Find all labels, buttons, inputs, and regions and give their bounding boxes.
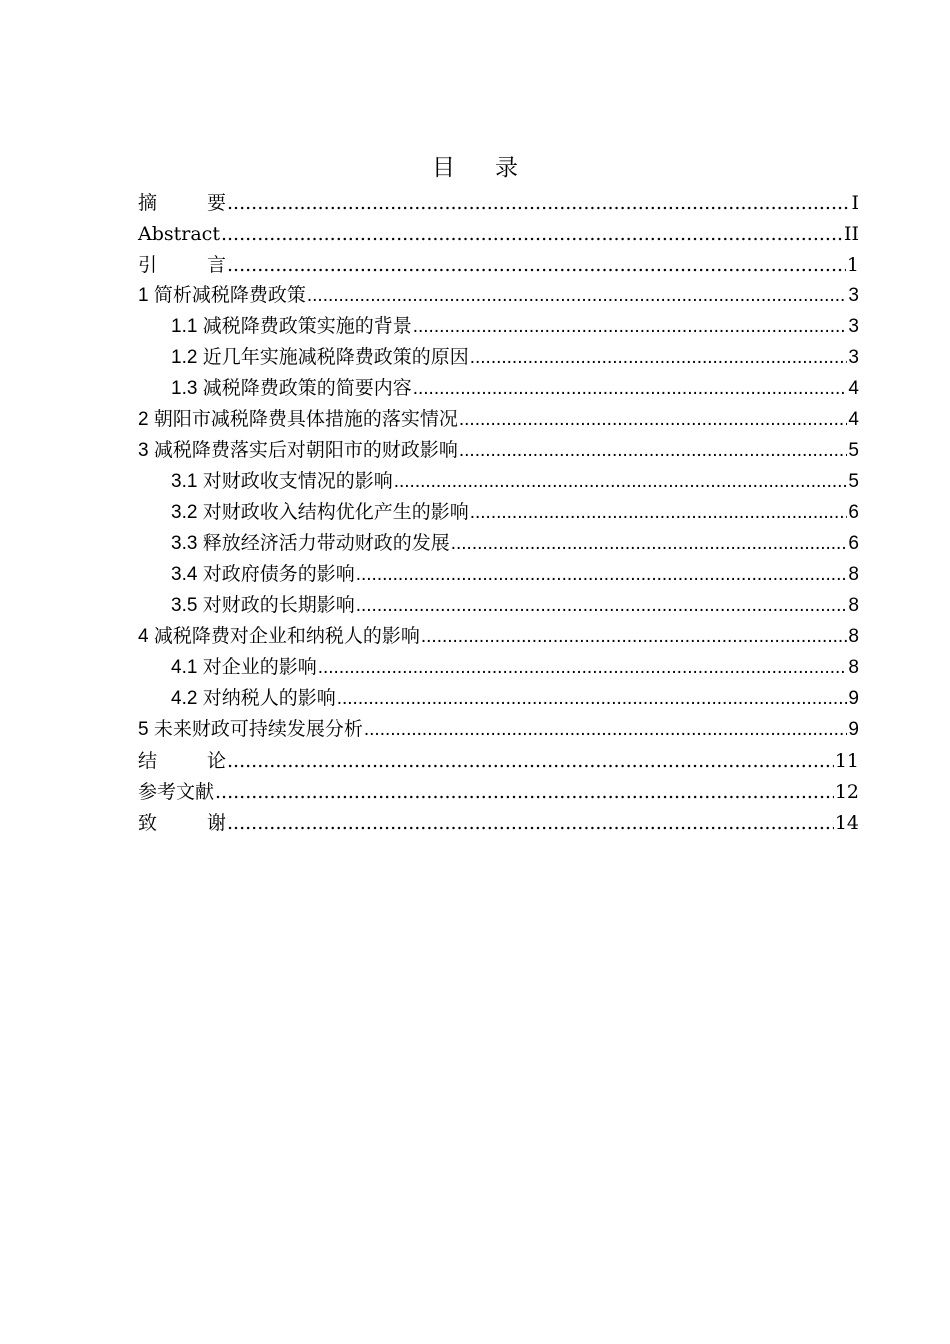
toc-entry-section-4-1[interactable]: [138, 650, 859, 681]
toc-entry-label: 3.4 对政府债务的影响: [171, 564, 355, 585]
toc-entry-label: 参考文献: [138, 781, 215, 803]
toc-entry-label: 摘要: [138, 192, 277, 214]
toc-entry-label: 3.1 对财政收支情况的影响: [171, 471, 393, 492]
toc-entry-label: Abstract: [138, 223, 220, 245]
toc-entry-section-1-2[interactable]: [138, 340, 859, 371]
toc-leader-dots: [364, 717, 848, 743]
toc-entry-page: 9: [848, 719, 859, 740]
toc-entry-section-3-3[interactable]: [138, 526, 859, 557]
toc-entry-page: 12: [834, 781, 859, 803]
toc-entry-acknowledgements[interactable]: [138, 805, 859, 836]
toc-entry-page: 5: [848, 440, 859, 461]
toc-entry-label: 1 简析减税降费政策: [138, 285, 306, 306]
toc-entry-page: 14: [834, 812, 859, 834]
toc-entry-label: 结论: [138, 750, 277, 772]
toc-entry-section-1-1[interactable]: [138, 309, 859, 340]
toc-entry-chapter-2[interactable]: [138, 402, 859, 433]
toc-entry-page: 11: [834, 750, 859, 772]
toc-entry-page: I: [851, 192, 859, 214]
toc-entry-page: 8: [848, 595, 859, 616]
toc-entry-chapter-3[interactable]: [138, 433, 859, 464]
toc-entry-section-3-2[interactable]: [138, 495, 859, 526]
toc-entry-label: 1.3 减税降费政策的简要内容: [171, 378, 412, 399]
toc-entry-label: 5 未来财政可持续发展分析: [138, 719, 363, 740]
toc-leader-dots: [413, 314, 848, 340]
toc-leader-dots: [215, 779, 834, 805]
toc-entry-page: 8: [848, 626, 859, 647]
toc-entry-chapter-4[interactable]: [138, 619, 859, 650]
toc-entry-section-3-4[interactable]: [138, 557, 859, 588]
toc-entry-page: 4: [848, 378, 859, 399]
toc-leader-dots: [459, 407, 848, 433]
toc-leader-dots: [337, 686, 848, 712]
toc-leader-dots: [318, 655, 848, 681]
toc-entry-label: 3.5 对财政的长期影响: [171, 595, 355, 616]
toc-entry-label: 引言: [138, 254, 277, 276]
toc-leader-dots: [470, 500, 848, 526]
toc-entry-label: 1.2 近几年实施减税降费政策的原因: [171, 347, 469, 368]
toc-leader-dots: [227, 810, 834, 836]
toc-entry-references[interactable]: [138, 774, 859, 805]
toc-entry-conclusion[interactable]: [138, 743, 859, 774]
toc-leader-dots: [394, 469, 848, 495]
toc-leader-dots: [227, 190, 850, 216]
toc-entry-abstract-en[interactable]: [138, 216, 859, 247]
toc-entry-chapter-5[interactable]: [138, 712, 859, 743]
toc-entry-label: 4.2 对纳税人的影响: [171, 688, 336, 709]
toc-leader-dots: [470, 345, 848, 371]
toc-title: 目录: [432, 155, 558, 181]
toc-entry-page: 3: [848, 347, 859, 368]
toc-entry-page: 6: [848, 502, 859, 523]
toc-entry-page: 8: [848, 564, 859, 585]
toc-entry-page: 4: [848, 409, 859, 430]
toc-entry-abstract-cn[interactable]: [138, 185, 859, 216]
toc-entry-label: 3.2 对财政收入结构优化产生的影响: [171, 502, 469, 523]
toc-entry-introduction[interactable]: [138, 247, 859, 278]
toc-leader-dots: [451, 531, 848, 557]
toc-entry-section-1-3[interactable]: [138, 371, 859, 402]
toc-leader-dots: [413, 376, 848, 402]
toc-entry-page: 5: [848, 471, 859, 492]
toc-entry-label: 1.1 减税降费政策实施的背景: [171, 316, 412, 337]
toc-entry-label: 3.3 释放经济活力带动财政的发展: [171, 533, 450, 554]
toc-leader-dots: [421, 624, 848, 650]
toc-leader-dots: [227, 252, 846, 278]
toc-leader-dots: [356, 562, 848, 588]
toc-entry-section-3-5[interactable]: [138, 588, 859, 619]
toc-entry-section-4-2[interactable]: [138, 681, 859, 712]
toc-leader-dots: [221, 221, 843, 247]
toc-entry-page: 3: [848, 285, 859, 306]
toc-leader-dots: [307, 283, 848, 309]
toc-entry-label: 3 减税降费落实后对朝阳市的财政影响: [138, 440, 458, 461]
table-of-contents: [138, 185, 859, 836]
toc-entry-label: 4.1 对企业的影响: [171, 657, 317, 678]
toc-entry-section-3-1[interactable]: [138, 464, 859, 495]
toc-entry-page: II: [843, 223, 859, 245]
toc-entry-label: 2 朝阳市减税降费具体措施的落实情况: [138, 409, 458, 430]
toc-entry-page: 6: [848, 533, 859, 554]
toc-leader-dots: [459, 438, 848, 464]
toc-leader-dots: [227, 748, 834, 774]
toc-entry-label: 致谢: [138, 812, 277, 834]
toc-entry-page: 1: [846, 254, 859, 276]
toc-entry-page: 9: [848, 688, 859, 709]
toc-leader-dots: [356, 593, 848, 619]
toc-entry-label: 4 减税降费对企业和纳税人的影响: [138, 626, 420, 647]
toc-entry-page: 8: [848, 657, 859, 678]
toc-entry-chapter-1[interactable]: [138, 278, 859, 309]
toc-entry-page: 3: [848, 316, 859, 337]
